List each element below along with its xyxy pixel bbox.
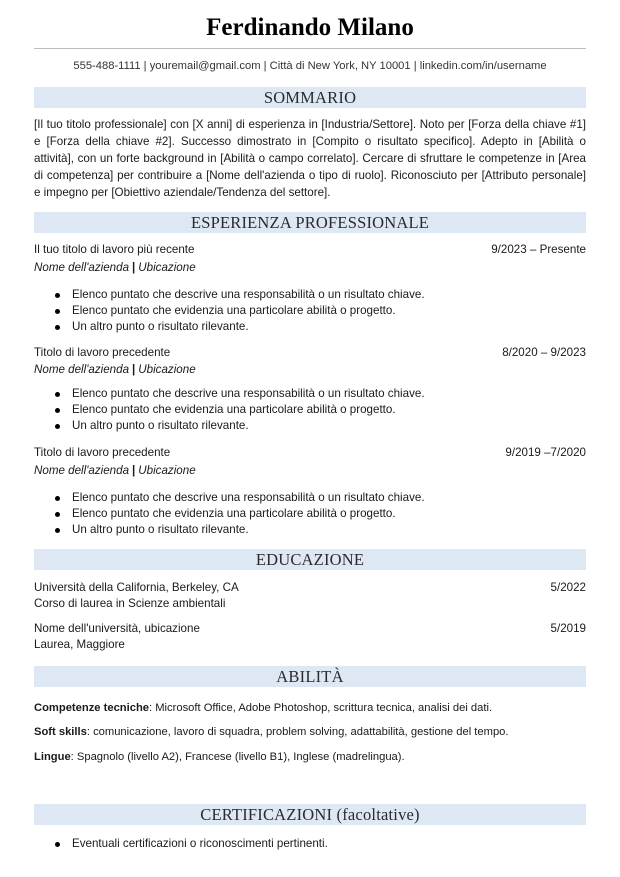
company-location: Ubicazione: [138, 464, 196, 477]
list-item: Elenco puntato che descrive una responsabilità o un risultato chiave.: [34, 490, 425, 506]
school-name: Nome dell'università, ubicazione: [34, 622, 200, 635]
section-header-summary: SOMMARIO: [34, 87, 586, 108]
company-location: Ubicazione: [138, 261, 196, 274]
job-bullets: [34, 490, 425, 538]
list-item: Elenco puntato che evidenzia una particolare abilità o progetto.: [34, 303, 425, 319]
header-divider: [34, 48, 586, 49]
company-location: Ubicazione: [138, 363, 196, 376]
job-dates: 9/2023 – Presente: [491, 243, 586, 256]
job-header-row: [34, 346, 586, 362]
degree: Laurea, Maggiore: [34, 638, 125, 651]
job-title: Titolo di lavoro precedente: [34, 346, 171, 359]
skill-line: [34, 751, 405, 763]
job-bullets: [34, 287, 425, 335]
separator: |: [132, 363, 136, 376]
list-item: Elenco puntato che descrive una responsabilità o un risultato chiave.: [34, 386, 425, 402]
section-header-skills: ABILITÀ: [34, 666, 586, 687]
degree: Corso di laurea in Scienze ambientali: [34, 597, 226, 610]
candidate-name: Ferdinando Milano: [206, 14, 414, 41]
job-header-row: [34, 446, 586, 462]
separator: |: [132, 464, 136, 477]
job-dates: 9/2019 –7/2020: [505, 446, 586, 459]
company-name: Nome dell'azienda: [34, 363, 130, 376]
skill-line: [34, 702, 492, 714]
list-item: Elenco puntato che evidenzia una particolare abilità o progetto.: [34, 402, 425, 418]
school-name: Università della California, Berkeley, CA: [34, 581, 239, 594]
company-name: Nome dell'azienda: [34, 261, 130, 274]
job-title: Il tuo titolo di lavoro più recente: [34, 243, 195, 256]
skill-values: : Microsoft Office, Adobe Photoshop, scrittura tecnica, analisi dei dati.: [149, 702, 493, 714]
job-title: Titolo di lavoro precedente: [34, 446, 171, 459]
job-dates: 8/2020 – 9/2023: [502, 346, 586, 359]
skill-category: Competenze tecniche: [34, 702, 150, 714]
skill-values: : comunicazione, lavoro di squadra, problem solving, adattabilità, gestione del tempo.: [86, 726, 509, 738]
separator: |: [132, 261, 136, 274]
section-header-experience: ESPERIENZA PROFESSIONALE: [34, 212, 586, 233]
list-item: Eventuali certificazioni o riconoscimenti pertinenti.: [34, 836, 328, 852]
skill-category: Soft skills: [34, 726, 87, 738]
job-company-line: [34, 261, 196, 274]
company-name: Nome dell'azienda: [34, 464, 130, 477]
contact-line: 555-488-1111 | youremail@gmail.com | Città di New York, NY 10001 | linkedin.com/in/username: [73, 60, 547, 72]
list-item: Un altro punto o risultato rilevante.: [34, 418, 425, 434]
certification-list: [34, 836, 328, 852]
list-item: Un altro punto o risultato rilevante.: [34, 319, 425, 335]
graduation-date: 5/2022: [550, 581, 586, 594]
job-header-row: [34, 243, 586, 259]
job-bullets: [34, 386, 425, 434]
job-company-line: [34, 363, 196, 376]
list-item: Elenco puntato che evidenzia una particolare abilità o progetto.: [34, 506, 425, 522]
summary-paragraph: [Il tuo titolo professionale] con [X anni] di esperienza in [Industria/Settore]. Noto per [Forza della chiave #1] e [Forza della chiave #2]. Successo dimostrato in [Compito o risultato specifico]. Adepto in [Abilità o attività], con un forte background in [Abilità o campo correlato]. Cercare di sfruttare le competenze in [Area di competenza] per contribuire a [Nome dell'azienda o tipo di ruolo]. Riconosciuto per [Attributo personale] e impegno per [Obiettivo aziendale/Tendenza del settore].: [34, 118, 586, 200]
list-item: Un altro punto o risultato rilevante.: [34, 522, 425, 538]
education-row: [34, 622, 586, 638]
job-company-line: [34, 464, 196, 477]
graduation-date: 5/2019: [550, 622, 586, 635]
list-item: Elenco puntato che descrive una responsabilità o un risultato chiave.: [34, 287, 425, 303]
skill-values: : Spagnolo (livello A2), Francese (livello B1), Inglese (madrelingua).: [70, 751, 405, 763]
skill-category: Lingue: [34, 751, 71, 763]
education-row: [34, 581, 586, 597]
section-header-certifications: CERTIFICAZIONI (facoltative): [34, 804, 586, 825]
skill-line: [34, 726, 509, 738]
section-header-education: EDUCAZIONE: [34, 549, 586, 570]
